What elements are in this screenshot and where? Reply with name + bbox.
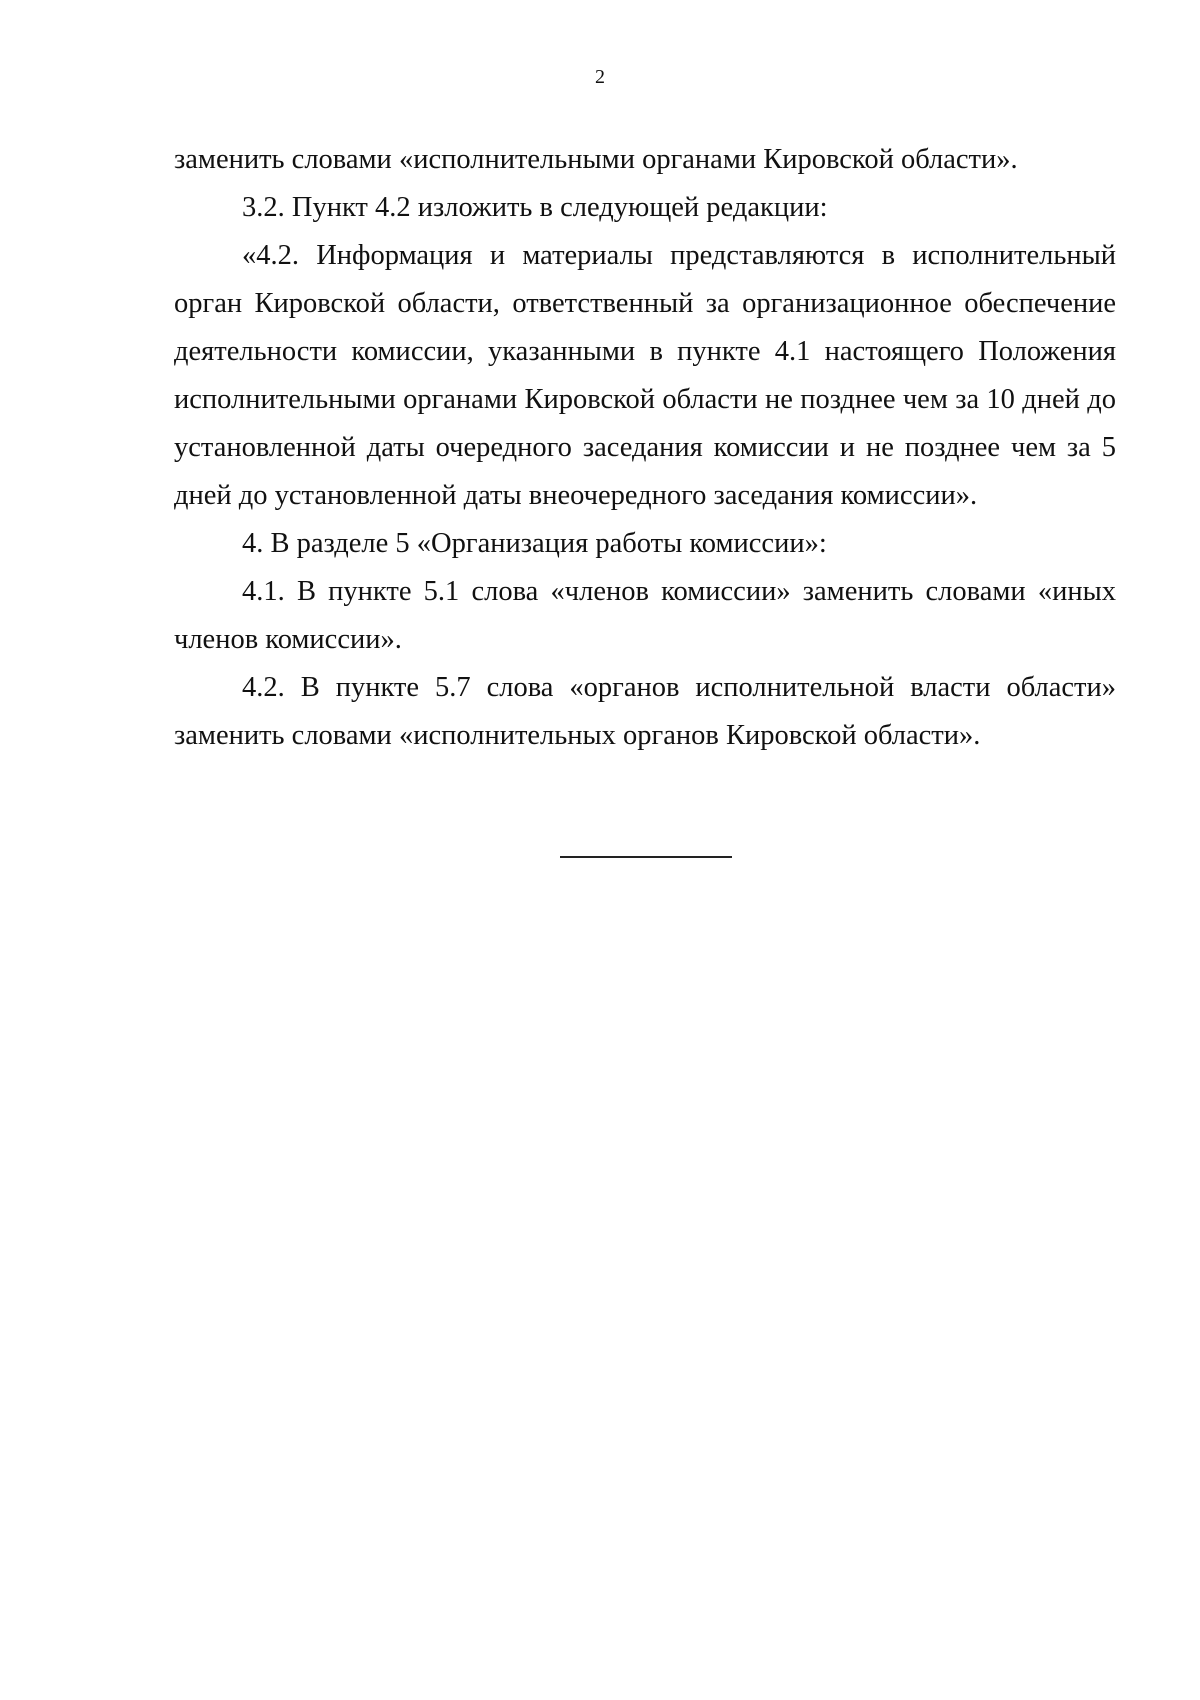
document-body xyxy=(174,136,1116,760)
paragraph-continuation: заменить словами «исполнительными органами Кировской области». xyxy=(174,144,1018,175)
paragraph-3-2: 3.2. Пункт 4.2 изложить в следующей редакции: xyxy=(242,192,828,223)
paragraph-4-1: 4.1. В пункте 5.1 слова «членов комиссии» заменить словами «иных членов комиссии». xyxy=(174,576,1116,655)
end-of-text-rule xyxy=(560,856,732,858)
paragraph-4-2: 4.2. В пункте 5.7 слова «органов исполнительной власти области» заменить словами «исполнительных органов Кировской области». xyxy=(174,672,1116,751)
page-number: 2 xyxy=(595,66,605,88)
paragraph-quoted-4-2: «4.2. Информация и материалы представляются в исполнительный орган Кировской области, ответственный за организационное обеспечение деятельности комиссии, указанными в пункте 4.1 настоящего Положения исполнительными органами Кировской области не позднее чем за 10 дней до установленной даты очередного заседания комиссии и не позднее чем за 5 дней до установленной даты внеочередного заседания комиссии». xyxy=(174,240,1116,511)
paragraph-4: 4. В разделе 5 «Организация работы комиссии»: xyxy=(242,528,827,559)
